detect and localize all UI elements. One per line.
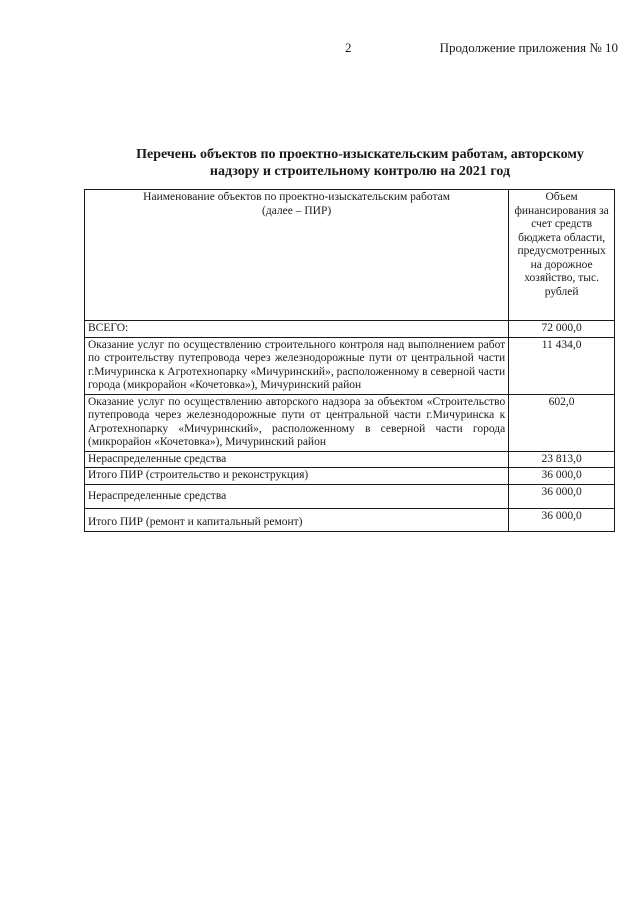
row-name: Итого ПИР (строительство и реконструкция) (85, 468, 509, 485)
table-row-total (85, 321, 615, 338)
row-value: 36 000,0 (509, 468, 615, 485)
row-name: Оказание услуг по осуществлению строительного контроля над выполнением работ по строительству путепровода через железнодорожные пути от центральной части г.Мичуринска к Агротехнопарку «Мичуринский», расположенному в северной части города (микрорайон «Кочетовка»), Мичуринский район (85, 337, 509, 394)
title-line-1: Перечень объектов по проектно-изыскательским работам, авторскому (136, 147, 584, 162)
header-funding-amount: Объем финансирования за счет средств бюджета области, предусмотренных на дорожное хозяйство, тыс. рублей (509, 190, 615, 321)
row-name: Итого ПИР (ремонт и капитальный ремонт) (85, 509, 509, 532)
row-name: ВСЕГО: (85, 321, 509, 338)
table-row-subtotal (85, 509, 615, 532)
document-title (90, 146, 630, 180)
table-row (85, 451, 615, 468)
row-value: 36 000,0 (509, 484, 615, 509)
row-name: Оказание услуг по осуществлению авторского надзора за объектом «Строительство путепровода через железнодорожные пути от центральной части г.Мичуринска к Агротехнопарку «Мичуринский», расположенному в северной части города (микрорайон «Кочетовка»), Мичуринский район (85, 394, 509, 451)
header-object-name-line-1: Наименование объектов по проектно-изыскательским работам (143, 191, 451, 203)
header-object-name-line-2: (далее – ПИР) (262, 204, 332, 217)
appendix-label: Продолжение приложения № 10 (439, 40, 618, 55)
objects-table (84, 189, 615, 532)
page-number: 2 (345, 40, 352, 55)
table-row (85, 394, 615, 451)
table-row-subtotal (85, 468, 615, 485)
row-name: Нераспределенные средства (85, 451, 509, 468)
row-value: 11 434,0 (509, 337, 615, 394)
title-line-2: надзору и строительному контролю на 2021 год (209, 164, 511, 179)
table-row (85, 337, 615, 394)
row-name: Нераспределенные средства (85, 484, 509, 509)
header-object-name (85, 190, 509, 321)
row-value: 72 000,0 (509, 321, 615, 338)
row-value: 36 000,0 (509, 509, 615, 532)
row-value: 602,0 (509, 394, 615, 451)
table-row (85, 484, 615, 509)
row-value: 23 813,0 (509, 451, 615, 468)
table-header-row (85, 190, 615, 321)
